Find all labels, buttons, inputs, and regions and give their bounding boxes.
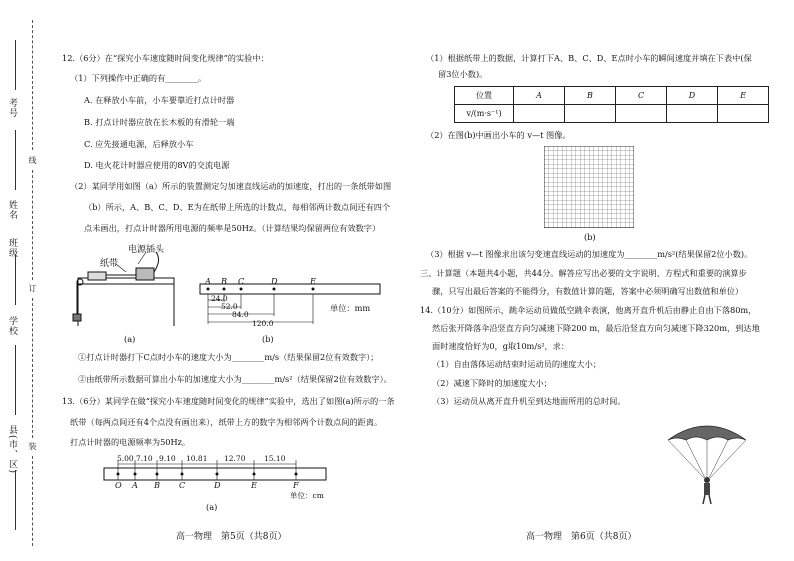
table-cell-blank[interactable] (565, 105, 616, 123)
q13-point-o: O (115, 480, 122, 490)
binding-label-county: 县(市、区) (7, 425, 17, 475)
timer (136, 268, 154, 280)
q13-point-a: A (132, 480, 138, 490)
table-cell-blank[interactable] (718, 105, 769, 123)
velocity-table (454, 86, 769, 123)
binding-write-line (15, 40, 16, 90)
tape-point (273, 288, 276, 291)
tape-point (253, 473, 256, 476)
grid-area (544, 146, 634, 228)
table-header-cell: E (718, 87, 769, 105)
table-header-cell: A (514, 87, 565, 105)
binding-write-line (15, 470, 16, 530)
sec3-line2: 骤，只写出最后答案的不能得分，有数值计算的题，答案中必须明确写出数值和单位） (432, 286, 744, 296)
q13-point-c: C (179, 480, 186, 490)
tape-point (181, 473, 184, 476)
binding-label-exam-no: 考号 (7, 98, 17, 118)
parachute-canopy (668, 426, 746, 440)
binding-mark-ding: 订 (28, 284, 37, 293)
q13-dist-1: 5.00 (117, 454, 134, 463)
r-p1-line1: （1）根据纸带上的数据，计算打下A、B、C、D、E点时小车的瞬间速度并填在下表中(保 (426, 53, 752, 63)
rope (686, 440, 705, 478)
q12-question-1: ①打点计时器打下C点时小车的速度大小为________m/s（结果保留2位有效数字）； (78, 352, 379, 362)
q14-line2: 然后张开降落伞沿竖直方向匀减速下降200 m，最后沿竖直方向匀减速下降320m，到达地 (432, 323, 760, 333)
table-row-label: v/(m·s⁻¹) (455, 105, 514, 123)
q13-point-f: F (293, 480, 299, 490)
table-header-cell: C (616, 87, 667, 105)
q12-option-b: B. 打点计时器应放在长木板的有滑轮一端 (84, 117, 235, 127)
table-header-cell: 位置 (455, 87, 514, 105)
q12-sub1: （1）下列操作中正确的有________。 (70, 73, 207, 83)
binding-strip (0, 0, 40, 561)
r-p2: （2）在图(b)中画出小车的 v—t 图像。 (426, 130, 571, 140)
jumper-head (704, 477, 710, 483)
q13-point-e: E (251, 480, 257, 490)
tape-point (207, 288, 210, 291)
tape-strip (104, 468, 326, 480)
fig-b-dim-24: 24.0 (211, 294, 228, 303)
q12-option-a: A. 在释放小车前，小车要靠近打点计时器 (84, 95, 235, 105)
q13-line2: 纸带（每两点间还有4个点没有画出来），纸带上方的数字为相邻两个计数点间的距离。 (70, 417, 383, 427)
binding-dashed-line (32, 456, 33, 546)
tape-point (223, 288, 226, 291)
fig-b-caption: (b) (262, 334, 274, 344)
q13-fig-caption: (a) (206, 502, 218, 512)
fig-b-dim-120: 120.0 (252, 319, 274, 328)
jumper-leg (703, 495, 705, 504)
fig-b-dim-84: 84.0 (232, 310, 249, 319)
fig-b-dim-52: 52.0 (221, 302, 238, 311)
fig-b-point-c: C (238, 276, 245, 286)
q14-sub2: （2）减速下降时的加速度大小； (432, 378, 552, 388)
q12-sub2-line2: （b）所示，A、B、C、D、E为在纸带上所选的计数点，每相邻两计数点间还有四个 (84, 202, 391, 212)
parachutist-illustration (662, 418, 752, 508)
vt-graph-grid[interactable] (544, 146, 634, 228)
q12-title: 12.（6分）在“探究小车速度随时间变化规律”的实验中： (62, 53, 269, 63)
q12-sub2-line3: 点未画出，打点计时器所用电源的频率是50Hz。（计算结果均保留两位有效数字） (84, 223, 381, 233)
label-paper-tape: 纸带 (100, 259, 119, 269)
rope (710, 440, 746, 478)
tape-point (240, 288, 243, 291)
q14-sub1: （1）自由落体运动结束时运动员的速度大小； (432, 359, 601, 369)
binding-label-school: 学校 (7, 316, 17, 336)
sec3-line1: 三、计算题（本题共4小题，共44分。解答应写出必要的文字说明、方程式和重要的演算步 (420, 268, 747, 278)
binding-mark-line: 线 (28, 156, 37, 165)
r-p3: （3）根据 v—t 图像求出该匀变速直线运动的加速度为________m/s²(结果保留2位小数)。 (426, 249, 753, 259)
tape-point (312, 288, 315, 291)
rope (668, 440, 704, 478)
fig-b-point-e: E (310, 276, 316, 286)
tape-point (295, 473, 298, 476)
footer-page-6: 高一物理 第6页（共8页） (526, 532, 637, 542)
table-cell-blank[interactable] (616, 105, 667, 123)
tape-point (134, 473, 137, 476)
label-power-plug: 电源插头 (128, 245, 165, 255)
q12-option-d: D. 电火花计时器应使用的8V的交流电源 (84, 160, 230, 170)
binding-dashed-line (32, 170, 33, 280)
q13-dist-4: 10.81 (186, 454, 208, 463)
rope (709, 440, 728, 478)
cart (88, 272, 106, 280)
q13-line1: 13.（6分）某同学在做“探究小车速度随时间变化的规律”实验中，选出了如图(a)所示的一条 (62, 396, 395, 406)
q13-point-d: D (214, 480, 221, 490)
jumper-leg (709, 495, 711, 504)
fig-apparatus (66, 244, 196, 344)
q13-point-b: B (154, 480, 161, 490)
table-cell-blank[interactable] (514, 105, 565, 123)
q13-dist-5: 12.70 (224, 454, 246, 463)
table-header-cell: D (667, 87, 718, 105)
fig-b-point-a: A (205, 276, 211, 286)
q13-unit: 单位：cm (290, 491, 324, 500)
q14-line3: 面时速度恰好为0，g取10m/s²，求： (432, 341, 570, 351)
jumper-body (704, 483, 710, 495)
grid-caption: (b) (584, 232, 596, 242)
binding-dashed-line (32, 298, 33, 438)
fig-b-point-b: B (221, 276, 228, 286)
hanging-weight (73, 314, 81, 321)
binding-write-line (15, 345, 16, 415)
table-cell-blank[interactable] (667, 105, 718, 123)
tape-point (117, 473, 120, 476)
q12-option-c: C. 应先接通电源，后释放小车 (84, 139, 194, 149)
q14-sub3: （3）运动员从离开直升机至到达地面所用的总时间。 (432, 396, 626, 406)
footer-page-5: 高一物理 第5页（共8页） (176, 532, 287, 542)
binding-label-class: 班级 (7, 238, 17, 258)
q13-dist-2: 7.10 (136, 454, 153, 463)
binding-mark-zhuang: 装 (28, 442, 37, 451)
binding-label-name: 姓名 (7, 200, 17, 220)
binding-write-line (15, 255, 16, 305)
q13-dist-3: 9.10 (159, 454, 176, 463)
table-header-cell: B (565, 87, 616, 105)
q13-line3: 打点计时器的电源频率为50Hz。 (70, 437, 191, 447)
fig-b-point-d: D (271, 276, 278, 286)
table-header-row (455, 87, 769, 105)
fig-b-unit: 单位：mm (330, 303, 371, 313)
binding-write-line (15, 130, 16, 190)
table-row (455, 105, 769, 123)
binding-dashed-line (32, 20, 33, 150)
q12-question-2: ②由纸带所示数据可算出小车的加速度大小为________m/s²（结果保留2位有效数字）。 (78, 374, 392, 384)
tape-point (216, 473, 219, 476)
tape-point (156, 473, 159, 476)
q13-dist-6: 15.10 (264, 454, 286, 463)
r-p1-line2: 留3位小数)。 (438, 69, 488, 79)
q12-sub2-line1: （2）某同学用如图（a）所示的装置测定匀加速直线运动的加速度，打出的一条纸带如图 (70, 181, 392, 191)
q14-line1: 14.（10分）如图所示，跳伞运动员做低空跳伞表演，他离开直升机后由静止自由下落80m， (420, 305, 757, 315)
fig-a-caption: (a) (124, 334, 136, 344)
